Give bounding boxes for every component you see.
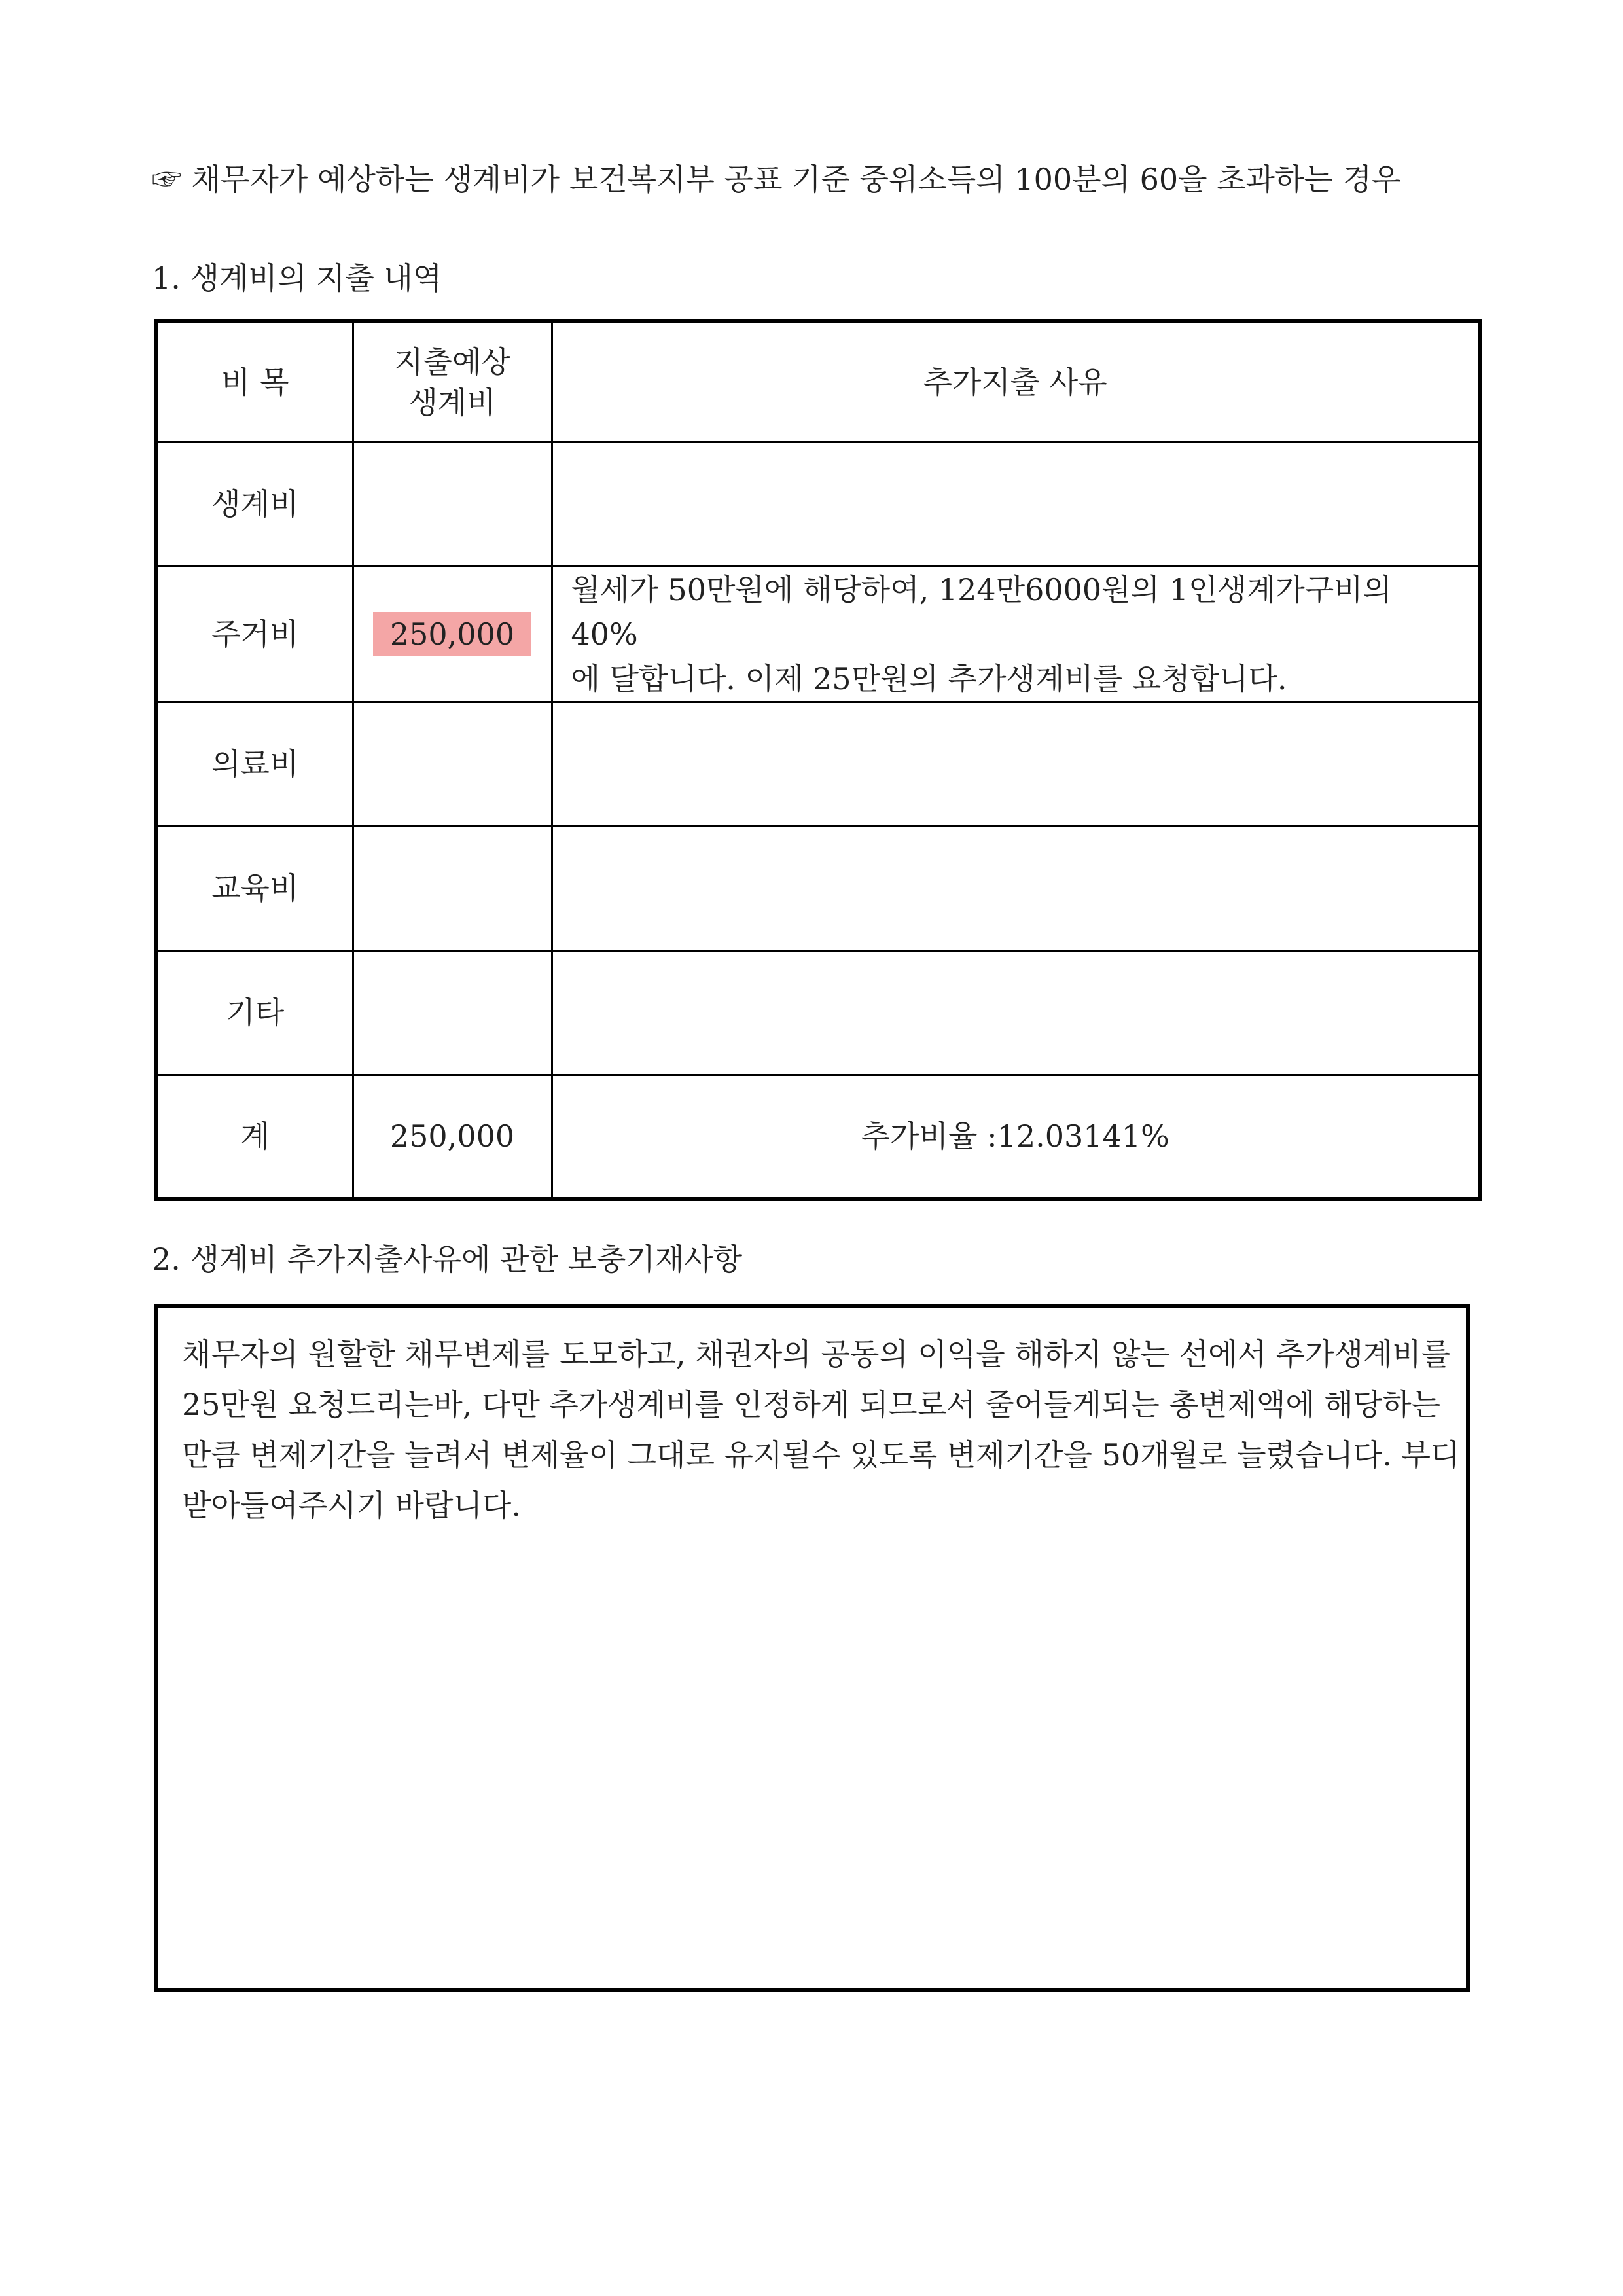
row-reason <box>552 566 1480 702</box>
row-reason <box>552 950 1480 1075</box>
table-row <box>156 566 1480 702</box>
row-amount <box>353 566 552 702</box>
row-amount <box>353 826 552 950</box>
section2-title: 2. 생계비 추가지출사유에 관한 보충기재사항 <box>152 1242 743 1277</box>
total-amount: 250,000 <box>353 1075 552 1199</box>
row-item: 교육비 <box>156 826 353 950</box>
row-reason <box>552 702 1480 826</box>
row-reason <box>552 826 1480 950</box>
table-row <box>156 950 1480 1075</box>
reason-line2: 에 달합니다. 이제 25만원의 추가생계비를 요청합니다. <box>571 660 1287 696</box>
table-row <box>156 826 1480 950</box>
header-amount-line1: 지출예상 <box>394 344 510 380</box>
header-item: 비 목 <box>156 321 353 442</box>
row-amount <box>353 950 552 1075</box>
table-row <box>156 702 1480 826</box>
row-item: 기타 <box>156 950 353 1075</box>
table-header-row <box>156 321 1480 442</box>
table-total-row <box>156 1075 1480 1199</box>
supplement-line: 채무자의 원할한 채무변제를 도모하고, 채권자의 공동의 이익을 해하지 않는 선에서 추가생계비를 <box>182 1336 1451 1372</box>
expense-table <box>154 319 1482 1201</box>
reason-line1: 월세가 50만원에 해당하여, 124만6000원의 1인생계가구비의 40% <box>571 571 1392 652</box>
total-ratio: 추가비율 :12.03141% <box>552 1075 1480 1199</box>
row-item: 주거비 <box>156 566 353 702</box>
notice-text: ☞ 채무자가 예상하는 생계비가 보건복지부 공표 기준 중위소득의 100분의 60을 초과하는 경우 <box>152 162 1401 197</box>
row-item: 의료비 <box>156 702 353 826</box>
row-reason <box>552 442 1480 566</box>
header-amount-line2: 생계비 <box>408 384 496 420</box>
row-amount <box>353 442 552 566</box>
row-amount <box>353 702 552 826</box>
section1-title: 1. 생계비의 지출 내역 <box>152 260 442 296</box>
header-amount <box>353 321 552 442</box>
supplement-line: 만큼 변제기간을 늘려서 변제율이 그대로 유지될수 있도록 변제기간을 50개월로 늘렸습니다. 부디 <box>182 1437 1460 1473</box>
total-label: 계 <box>156 1075 353 1199</box>
supplement-line: 25만원 요청드리는바, 다만 추가생계비를 인정하게 되므로서 줄어들게되는 총변제액에 해당하는 <box>182 1387 1441 1422</box>
supplement-box <box>154 1304 1470 1992</box>
row-item: 생계비 <box>156 442 353 566</box>
highlighted-amount: 250,000 <box>373 612 531 656</box>
supplement-line: 받아들여주시기 바랍니다. <box>182 1488 522 1523</box>
table-row <box>156 442 1480 566</box>
header-reason: 추가지출 사유 <box>552 321 1480 442</box>
